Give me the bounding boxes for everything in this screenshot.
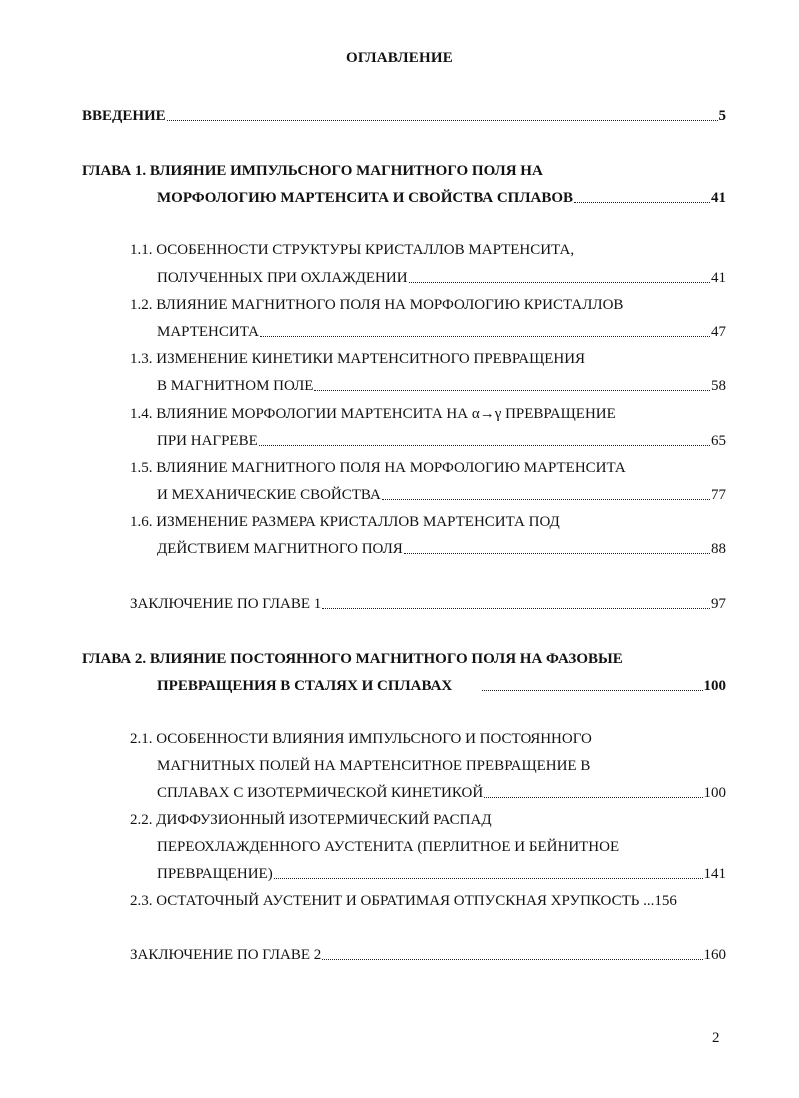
section-1-4-line1: 1.4. ВЛИЯНИЕ МОРФОЛОГИИ МАРТЕНСИТА НА α→γ ПРЕВРАЩЕНИЕ	[130, 406, 616, 422]
section-1-4-page: 65	[711, 433, 726, 449]
section-1-5-line2: И МЕХАНИЧЕСКИЕ СВОЙСТВА	[157, 487, 381, 503]
section-1-2-line1: 1.2. ВЛИЯНИЕ МАГНИТНОГО ПОЛЯ НА МОРФОЛОГИЮ КРИСТАЛЛОВ	[130, 297, 624, 313]
toc-intro-text: ВВЕДЕНИЕ	[82, 108, 166, 124]
section-2-2-page: 141	[703, 866, 726, 882]
dot-leader	[382, 485, 710, 500]
section-1-6	[157, 539, 726, 559]
dot-leader	[314, 376, 710, 391]
section-2-1-line3: СПЛАВАХ С ИЗОТЕРМИЧЕСКОЙ КИНЕТИКОЙ	[157, 785, 484, 801]
dot-leader	[574, 188, 710, 203]
chapter2-heading	[157, 676, 726, 696]
dot-leader	[482, 676, 702, 691]
chapter1-page: 41	[711, 190, 726, 206]
section-1-1	[157, 268, 726, 288]
section-1-2-line2: МАРТЕНСИТА	[157, 324, 259, 340]
dot-leader	[259, 431, 710, 446]
dot-leader	[484, 783, 702, 798]
section-2-1-line2: МАГНИТНЫХ ПОЛЕЙ НА МАРТЕНСИТНОЕ ПРЕВРАЩЕНИЕ В	[157, 758, 591, 774]
section-1-6-page: 88	[711, 541, 726, 557]
section-1-2-page: 47	[711, 324, 726, 340]
section-1-3-page: 58	[711, 378, 726, 394]
section-1-1-line2: ПОЛУЧЕННЫХ ПРИ ОХЛАЖДЕНИИ	[157, 270, 408, 286]
section-1-2	[157, 322, 726, 342]
dot-leader	[404, 539, 710, 554]
section-2-1-page: 100	[703, 785, 726, 801]
dot-leader	[322, 594, 710, 609]
section-1-4-line2: ПРИ НАГРЕВЕ	[157, 433, 258, 449]
chapter2-conclusion	[130, 945, 726, 965]
chapter2-heading-line2: ПРЕВРАЩЕНИЯ В СТАЛЯХ И СПЛАВАХ	[157, 678, 453, 694]
chapter1-heading-line1: ГЛАВА 1. ВЛИЯНИЕ ИМПУЛЬСНОГО МАГНИТНОГО ПОЛЯ НА	[82, 163, 543, 179]
chapter1-conclusion	[130, 594, 726, 614]
section-1-6-line2: ДЕЙСТВИЕМ МАГНИТНОГО ПОЛЯ	[157, 541, 403, 557]
page-title: ОГЛАВЛЕНИЕ	[346, 50, 453, 66]
chapter1-conclusion-page: 97	[711, 596, 726, 612]
dot-leader	[409, 268, 710, 283]
dot-leader	[274, 864, 703, 879]
section-1-3	[157, 376, 726, 396]
section-1-5	[157, 485, 726, 505]
page-number: 2	[712, 1030, 720, 1046]
toc-intro-page: 5	[718, 108, 726, 124]
section-1-4	[157, 431, 726, 451]
section-2-2-line2: ПЕРЕОХЛАЖДЕННОГО АУСТЕНИТА (ПЕРЛИТНОЕ И БЕЙНИТНОЕ	[157, 839, 620, 855]
section-2-1	[157, 783, 726, 803]
section-1-5-page: 77	[711, 487, 726, 503]
chapter2-conclusion-text: ЗАКЛЮЧЕНИЕ ПО ГЛАВЕ 2	[130, 947, 322, 963]
dot-leader	[260, 322, 710, 337]
dot-leader	[322, 945, 702, 960]
section-1-3-line1: 1.3. ИЗМЕНЕНИЕ КИНЕТИКИ МАРТЕНСИТНОГО ПРЕВРАЩЕНИЯ	[130, 351, 586, 367]
section-1-1-line1: 1.1. ОСОБЕННОСТИ СТРУКТУРЫ КРИСТАЛЛОВ МАРТЕНСИТА,	[130, 242, 575, 258]
section-2-2-line3: ПРЕВРАЩЕНИЕ)	[157, 866, 273, 882]
chapter1-heading	[157, 188, 726, 208]
section-2-3: 2.3. ОСТАТОЧНЫЙ АУСТЕНИТ И ОБРАТИМАЯ ОТПУСКНАЯ ХРУПКОСТЬ ...156	[130, 893, 677, 909]
section-1-6-line1: 1.6. ИЗМЕНЕНИЕ РАЗМЕРА КРИСТАЛЛОВ МАРТЕНСИТА ПОД	[130, 514, 560, 530]
chapter1-heading-line2: МОРФОЛОГИЮ МАРТЕНСИТА И СВОЙСТВА СПЛАВОВ	[157, 190, 574, 206]
dot-leader	[167, 106, 718, 121]
chapter2-conclusion-page: 160	[703, 947, 726, 963]
toc-intro	[82, 106, 726, 126]
section-1-3-line2: В МАГНИТНОМ ПОЛЕ	[157, 378, 314, 394]
section-2-1-line1: 2.1. ОСОБЕННОСТИ ВЛИЯНИЯ ИМПУЛЬСНОГО И ПОСТОЯННОГО	[130, 731, 592, 747]
section-2-2-line1: 2.2. ДИФФУЗИОННЫЙ ИЗОТЕРМИЧЕСКИЙ РАСПАД	[130, 812, 492, 828]
chapter2-page: 100	[703, 678, 726, 694]
section-1-5-line1: 1.5. ВЛИЯНИЕ МАГНИТНОГО ПОЛЯ НА МОРФОЛОГИЮ МАРТЕНСИТА	[130, 460, 626, 476]
section-1-1-page: 41	[711, 270, 726, 286]
chapter2-heading-line1: ГЛАВА 2. ВЛИЯНИЕ ПОСТОЯННОГО МАГНИТНОГО ПОЛЯ НА ФАЗОВЫЕ	[82, 651, 623, 667]
chapter1-conclusion-text: ЗАКЛЮЧЕНИЕ ПО ГЛАВЕ 1	[130, 596, 322, 612]
section-2-2	[157, 864, 726, 884]
